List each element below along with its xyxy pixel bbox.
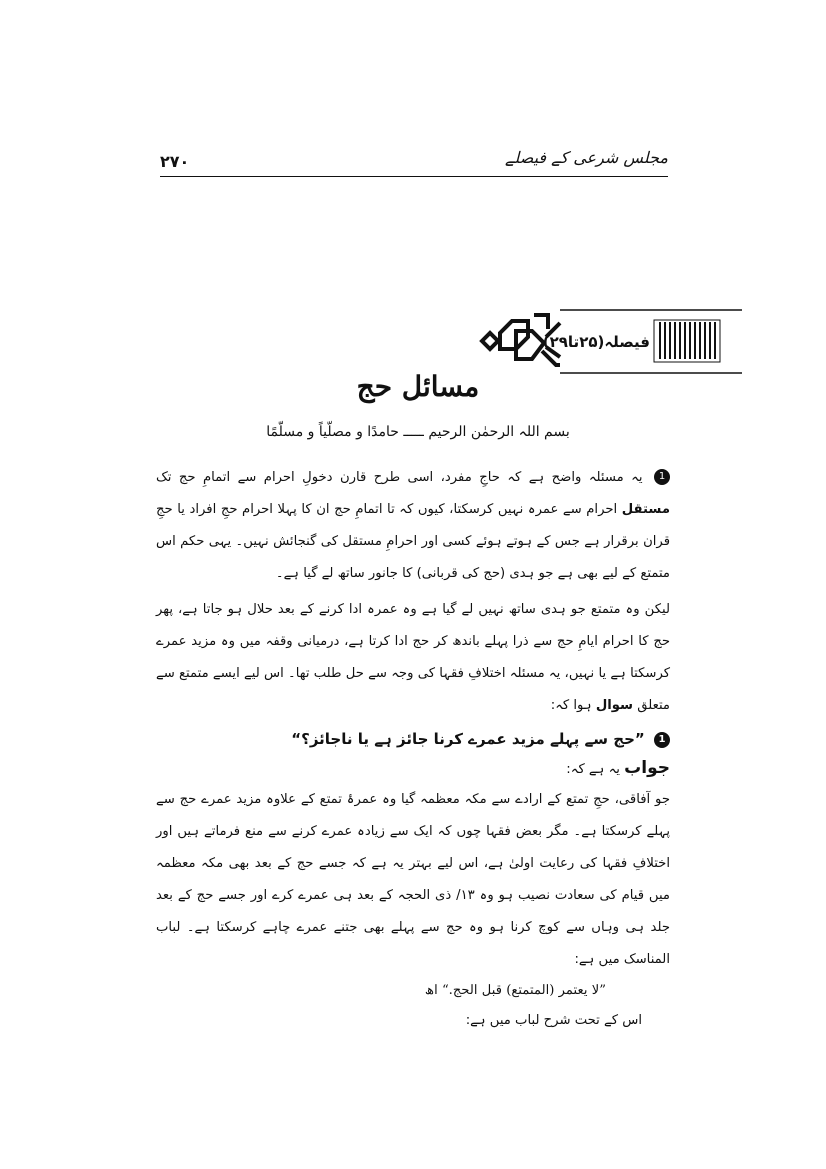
paragraph-1 (156, 462, 670, 590)
header-rule (160, 176, 668, 177)
paragraph-2-tail: ہوا کہ: (550, 698, 592, 713)
paragraph-2-text: لیکن وہ متمتع جو ہدی ساتھ نہیں لے گیا ہے وہ عمرہ ادا کرنے کے بعد حلال ہو جاتا ہے، پھر حج کا احرام ایامِ حج سے ذرا پہلے باندھ کر حج ادا کرتا ہے، درمیانی وقفہ میں وہ مزید عمرے کرسکتا ہے یا نہیں، یہ مسئلہ اختلافِ فقہا کی وجہ سے حل طلب تھا۔ اس لیے ایسے متمتع سے متعلق (156, 602, 670, 713)
question-number-badge: 1 (654, 732, 670, 748)
paragraph-2 (156, 594, 670, 722)
book-title: مجلس شرعی کے فیصلے (505, 148, 668, 167)
paragraph-2-emphasis: سوال (595, 698, 634, 713)
question (156, 724, 670, 754)
answer-intro: یہ ہے کہ: (566, 762, 620, 777)
body-text (156, 462, 670, 1036)
answer-paragraph: جو آفاقی، حجِ تمتع کے ارادے سے مکہ معظمہ گیا وہ عمرۂ تمتع کے علاوہ مزید عمرے حج سے پہلے کرسکتا ہے۔ مگر بعض فقہا چوں کہ ایک سے زیادہ عمرے کرنے سے منع فرماتے ہیں اور اختلافِ فقہا کی رعایت اولیٰ ہے، اس لیے بہتر یہ ہے کہ جسے حج کے بعد بھی مکہ معظمہ میں قیام کی سعادت نصیب ہو وہ ۱۳/ ذی الحجہ کے بعد ہی عمرے کرے اور جسے حج کے بعد جلد ہی وہاں سے کوچ کرنا ہو وہ حج سے پہلے بھی جتنے عمرے چاہے کرسکتا ہے۔ لباب المناسک میں ہے: (156, 792, 670, 967)
question-text: ”حج سے پہلے مزید عمرے کرنا جائز ہے یا ناجائز؟“ (291, 730, 645, 748)
chapter-title: مسائل حج (356, 370, 480, 403)
invocation: بسم اللہ الرحمٰن الرحیم ـــــ حامدًا و مصلّیاً و مسلّمًا (266, 424, 570, 440)
paragraph-1-text: احرام سے عمرہ نہیں کرسکتا، کیوں کہ تا اتمامِ حج ان کا پہلا احرام حجِ افراد یا حجِ قران برقرار ہے جس کے ہوتے ہوئے کسی اور احرامِ مستقل کی گنجائش نہیں۔ یہی حکم اس متمتع کے لیے بھی ہے جو ہدی (حج کی قربانی) کا جانور ساتھ لے گیا ہے۔ (156, 502, 670, 581)
section-number-badge: 1 (654, 469, 670, 485)
paragraph-1-lead: یہ مسئلہ واضح ہے کہ حاجِ مفرد، اسی طرح قارن دخولِ احرام سے اتمامِ حج تک (156, 470, 643, 485)
answer-heading (156, 754, 670, 784)
running-header (160, 148, 668, 182)
paragraph-1-emphasis: مستقل (621, 502, 670, 517)
hatch-bars (660, 322, 715, 359)
answer-label: جواب (624, 758, 670, 778)
decision-label: فیصلہ(۲۵تا۲۹) (542, 333, 650, 351)
page-number: ۲۷۰ (160, 152, 190, 171)
arabic-quote: ”لا يعتمر (المتمتع) قبل الحج.“ اھ (424, 983, 606, 998)
quote-followup: اس کے تحت شرح لباب میں ہے: (465, 1013, 642, 1028)
